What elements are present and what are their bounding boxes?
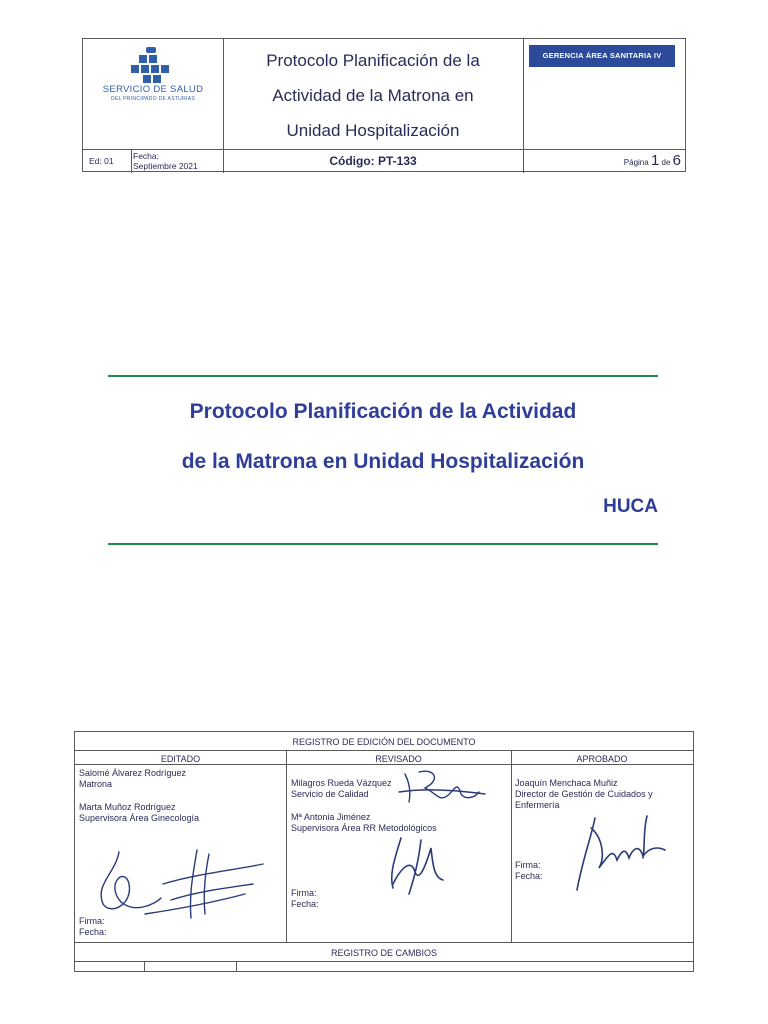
firma-label: Firma: [79, 916, 105, 926]
table-line [236, 961, 237, 972]
table-line [75, 764, 693, 765]
registro-table [74, 731, 694, 972]
revisado-signature-2 [375, 828, 455, 898]
pagina-de: de [661, 158, 671, 167]
fecha-label: Fecha: [291, 899, 319, 909]
header-date [133, 151, 198, 173]
person-role: Supervisora Área RR Metodológicos [291, 823, 437, 833]
aprobado-person1 [515, 778, 693, 811]
fecha-label: Fecha: [79, 927, 107, 937]
firma-label: Firma: [291, 888, 317, 898]
revisado-person1 [291, 778, 392, 800]
document-code: Código: PT-133 [329, 154, 417, 168]
pagina-label: Página [623, 158, 649, 167]
main-title-line2: de la Matrona en Unidad Hospitalización [181, 450, 585, 473]
header-divider [131, 150, 132, 173]
title-rule-bottom [108, 543, 658, 545]
header-title-line: Actividad de la Matrona en [272, 86, 474, 105]
registro-title: REGISTRO DE EDICIÓN DEL DOCUMENTO [292, 737, 476, 747]
main-title-line1: Protocolo Planificación de la Actividad [189, 400, 577, 423]
title-rule-top [108, 375, 658, 377]
header-title [223, 43, 523, 148]
table-line [75, 750, 693, 751]
pagina-total: 6 [672, 152, 681, 169]
table-line [75, 942, 693, 943]
person-name: Milagros Rueda Vázquez [291, 778, 392, 788]
fecha-value: Septiembre 2021 [133, 161, 198, 171]
header-title-line: Protocolo Planificación de la [266, 51, 480, 70]
logo-line2: DEL PRINCIPADO DE ASTURIAS [111, 96, 195, 102]
person-name: Salomé Álvarez Rodríguez [79, 768, 187, 778]
revisado-firma-fecha [291, 888, 319, 910]
main-subtitle: HUCA [603, 496, 658, 517]
aprobado-signature [569, 808, 679, 898]
cross-logo-icon [83, 39, 223, 89]
header-title-line: Unidad Hospitalización [286, 121, 460, 140]
pagina-num: 1 [650, 152, 660, 169]
cambios-title: REGISTRO DE CAMBIOS [330, 948, 437, 958]
person-role: Supervisora Área Ginecología [79, 813, 200, 823]
person-role: Matrona [79, 779, 113, 789]
person-name: Joaquín Menchaca Muñiz [515, 778, 618, 788]
firma-label: Firma: [515, 860, 541, 870]
header-divider [523, 39, 524, 173]
revisado-signature-1 [395, 766, 495, 810]
fecha-label: Fecha: [133, 151, 159, 161]
servicio-salud-logo [83, 39, 223, 149]
table-line [144, 961, 145, 972]
editado-person2 [79, 802, 199, 824]
person-name: Marta Muñoz Rodríguez [79, 802, 176, 812]
person-name: Mª Antonia Jiménez [291, 812, 371, 822]
editado-person1 [79, 768, 186, 790]
logo-line1: SERVICIO DE SALUD [102, 84, 204, 95]
table-line [511, 750, 512, 942]
edition-number: Ed: 01 [89, 156, 114, 166]
gerencia-badge: GERENCIA ÁREA SANITARIA IV [529, 45, 675, 67]
person-role: Servicio de Calidad [291, 789, 369, 799]
editado-signature [85, 844, 275, 924]
editado-heading: EDITADO [160, 754, 201, 764]
editado-firma-fecha [79, 916, 107, 938]
person-role: Director de Gestión de Cuidados y Enfermería [515, 789, 653, 810]
table-line [286, 750, 287, 942]
fecha-label: Fecha: [515, 871, 543, 881]
aprobado-firma-fecha [515, 860, 543, 882]
document-header [82, 38, 686, 172]
revisado-heading: REVISADO [375, 754, 422, 764]
table-line [75, 961, 693, 962]
page-indicator [529, 150, 681, 172]
aprobado-heading: APROBADO [576, 754, 628, 764]
